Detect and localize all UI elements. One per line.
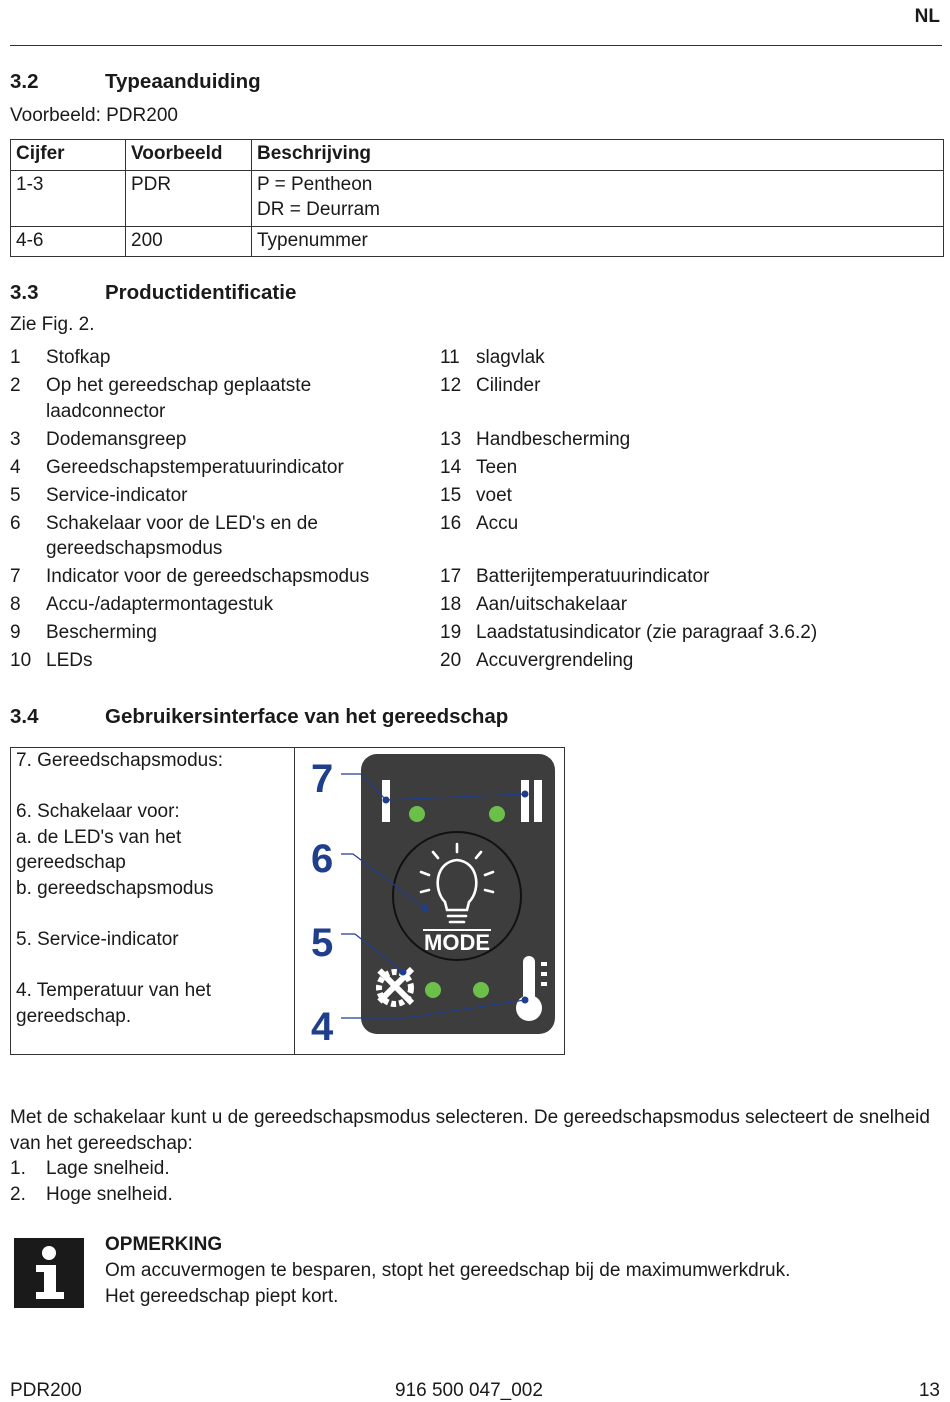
list-item bbox=[10, 345, 440, 371]
type-designation-table bbox=[10, 139, 944, 257]
item-text: LEDs bbox=[46, 650, 93, 672]
list-item bbox=[10, 1156, 173, 1182]
item-number: 15 bbox=[440, 484, 462, 506]
table-cell: 1-3 bbox=[11, 170, 126, 226]
callout-4: 4 bbox=[311, 1005, 334, 1049]
item-text: Accu bbox=[476, 512, 519, 534]
mode-high-icon bbox=[521, 780, 529, 822]
legend-temperature: 4. Temperatuur van het gereedschap. bbox=[16, 980, 212, 1027]
item-text: Batterijtemperatuurindicator bbox=[476, 566, 710, 588]
list-row bbox=[10, 620, 944, 646]
item-number: 12 bbox=[440, 374, 462, 396]
list-item bbox=[440, 427, 944, 453]
item-number: 1 bbox=[10, 347, 21, 368]
list-item bbox=[10, 564, 440, 590]
language-code: NL bbox=[914, 6, 940, 27]
item-text: Cilinder bbox=[476, 374, 541, 396]
item-number: 11 bbox=[440, 347, 460, 368]
table-cell: 4-6 bbox=[11, 226, 126, 257]
item-number: 14 bbox=[440, 456, 462, 478]
list-item bbox=[440, 455, 944, 481]
list-item bbox=[440, 620, 944, 646]
item-number: 2 bbox=[10, 374, 21, 396]
list-item bbox=[10, 511, 440, 562]
cell-line: P = Pentheon bbox=[257, 173, 373, 195]
table-cell: Typenummer bbox=[252, 226, 944, 257]
item-text: Aan/uitschakelaar bbox=[476, 594, 628, 616]
table-header: Beschrijving bbox=[252, 140, 944, 171]
section-title: Productidentificatie bbox=[105, 281, 297, 304]
table-header-row bbox=[11, 140, 944, 171]
table-row bbox=[11, 226, 944, 257]
item-number: 8 bbox=[10, 594, 21, 616]
section-number: 3.4 bbox=[10, 705, 39, 728]
table-cell bbox=[252, 170, 944, 226]
service-led bbox=[425, 982, 441, 998]
table-header: Voorbeeld bbox=[126, 140, 252, 171]
note-text bbox=[105, 1258, 790, 1309]
list-row bbox=[10, 455, 944, 481]
figure-legend bbox=[16, 748, 288, 1030]
item-number: 6 bbox=[10, 512, 21, 534]
item-number: 18 bbox=[440, 594, 462, 616]
item-number: 4 bbox=[10, 456, 21, 478]
list-row bbox=[10, 373, 944, 424]
list-row bbox=[10, 483, 944, 509]
item-text: Accu-/adaptermontagestuk bbox=[46, 594, 274, 616]
legend-switch: 6. Schakelaar voor: bbox=[16, 801, 180, 823]
figure-divider bbox=[294, 748, 295, 1054]
section-3-3-heading bbox=[10, 281, 296, 305]
item-number: 19 bbox=[440, 622, 462, 644]
table-cell: 200 bbox=[126, 226, 252, 257]
temperature-led bbox=[473, 982, 489, 998]
legend-switch-a: a. de LED's van het gereedschap bbox=[16, 826, 182, 874]
section-3-4-heading bbox=[10, 705, 508, 729]
list-item bbox=[10, 455, 440, 481]
item-text: Service-indicator bbox=[46, 484, 188, 506]
section-title: Typeaanduiding bbox=[105, 70, 261, 93]
list-item bbox=[10, 592, 440, 618]
footer-page-number: 13 bbox=[918, 1380, 940, 1401]
item-number: 3 bbox=[10, 428, 21, 450]
table-cell: PDR bbox=[126, 170, 252, 226]
item-text: Stofkap bbox=[46, 347, 111, 368]
list-row bbox=[10, 648, 944, 674]
list-item bbox=[10, 373, 440, 424]
item-text: Op het gereedschap geplaatste laadconnector bbox=[46, 374, 312, 422]
info-icon bbox=[14, 1238, 84, 1308]
item-number: 20 bbox=[440, 650, 462, 672]
list-item bbox=[10, 620, 440, 646]
table-header: Cijfer bbox=[11, 140, 126, 171]
list-row bbox=[10, 511, 944, 562]
header-rule bbox=[10, 45, 942, 46]
item-text: Schakelaar voor de LED's en de gereedschapsmodus bbox=[46, 512, 318, 560]
item-number: 2. bbox=[10, 1183, 26, 1205]
control-panel-illustration bbox=[305, 750, 565, 1050]
type-example: Voorbeeld: PDR200 bbox=[10, 105, 178, 126]
mode-led-high bbox=[489, 806, 505, 822]
list-row bbox=[10, 592, 944, 618]
item-text: Accuvergrendeling bbox=[476, 650, 634, 672]
section-number: 3.2 bbox=[10, 70, 39, 93]
list-item bbox=[440, 564, 944, 590]
list-item bbox=[440, 511, 944, 562]
item-number: 17 bbox=[440, 566, 462, 588]
callout-5: 5 bbox=[311, 921, 334, 965]
item-text: Lage snelheid. bbox=[46, 1158, 170, 1179]
section-3-2-heading bbox=[10, 70, 261, 94]
list-row bbox=[10, 345, 944, 371]
list-item bbox=[10, 1182, 173, 1208]
list-item bbox=[440, 483, 944, 509]
speed-list bbox=[10, 1156, 173, 1207]
figure-reference: Zie Fig. 2. bbox=[10, 314, 95, 335]
legend-switch-b: b. gereedschapsmodus bbox=[16, 877, 214, 899]
list-item bbox=[440, 345, 944, 371]
mode-description: Met de schakelaar kunt u de gereedschapsmodus selecteren. De gereedschapsmodus selecteert de snelheid van het gereedschap: bbox=[10, 1107, 930, 1154]
callout-7: 7 bbox=[311, 757, 334, 801]
item-number: 13 bbox=[440, 428, 462, 450]
note-line: Het gereedschap piept kort. bbox=[105, 1285, 339, 1307]
item-text: Hoge snelheid. bbox=[46, 1183, 173, 1205]
section-title: Gebruikersinterface van het gereedschap bbox=[105, 705, 509, 728]
item-text: Handbescherming bbox=[476, 428, 631, 450]
item-text: Gereedschapstemperatuurindicator bbox=[46, 456, 344, 478]
item-number: 5 bbox=[10, 484, 21, 506]
list-row bbox=[10, 427, 944, 453]
item-number: 10 bbox=[10, 650, 32, 672]
product-identification-list bbox=[10, 345, 944, 674]
legend-mode: 7. Gereedschapsmodus: bbox=[16, 750, 224, 771]
note-line: Om accuvermogen te besparen, stopt het gereedschap bij de maximumwerkdruk. bbox=[105, 1260, 791, 1281]
list-row bbox=[10, 564, 944, 590]
legend-service: 5. Service-indicator bbox=[16, 929, 179, 951]
footer-model: PDR200 bbox=[10, 1380, 82, 1401]
user-interface-figure bbox=[10, 747, 565, 1055]
item-text: Dodemansgreep bbox=[46, 428, 187, 450]
item-text: Teen bbox=[476, 456, 518, 478]
item-number: 9 bbox=[10, 622, 21, 644]
list-item bbox=[10, 483, 440, 509]
item-text: Bescherming bbox=[46, 622, 157, 644]
item-text: Indicator voor de gereedschapsmodus bbox=[46, 566, 370, 588]
table-row bbox=[11, 170, 944, 226]
list-item bbox=[10, 648, 440, 674]
footer-doc-number: 916 500 047_002 bbox=[395, 1380, 543, 1401]
item-text: voet bbox=[476, 484, 512, 506]
list-item bbox=[440, 373, 944, 424]
cell-line: DR = Deurram bbox=[257, 199, 380, 221]
item-number: 1. bbox=[10, 1158, 26, 1179]
item-text: slagvlak bbox=[476, 347, 545, 368]
note-title: OPMERKING bbox=[105, 1234, 223, 1255]
item-number: 16 bbox=[440, 512, 462, 534]
mode-label: MODE bbox=[424, 930, 490, 955]
section-number: 3.3 bbox=[10, 281, 39, 304]
list-item bbox=[10, 427, 440, 453]
item-text: Laadstatusindicator (zie paragraaf 3.6.2) bbox=[476, 622, 818, 644]
list-item bbox=[440, 648, 944, 674]
mode-led-low bbox=[409, 806, 425, 822]
callout-6: 6 bbox=[311, 837, 334, 881]
list-item bbox=[440, 592, 944, 618]
item-number: 7 bbox=[10, 566, 21, 588]
